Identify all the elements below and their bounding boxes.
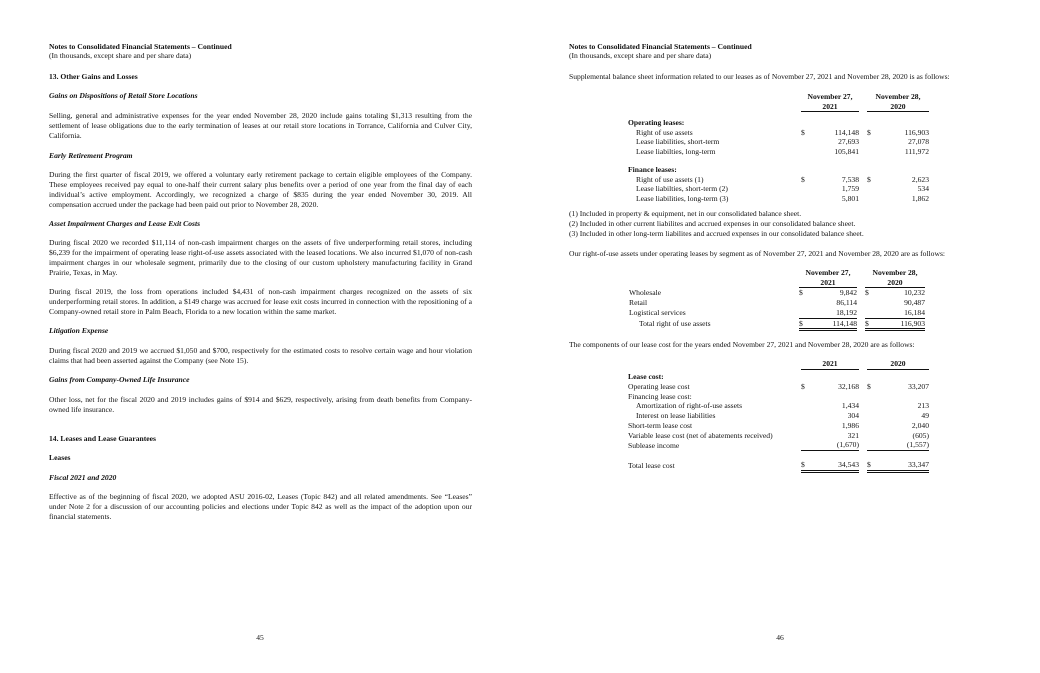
row-label: Right of use assets (1) [636,174,704,184]
table-header-row [628,102,929,112]
asset-impairment-paragraph-1: During fiscal 2020 we recorded $11,114 of non-cash impairment charges on the assets of five underperforming retail stores, including $6,239 for the impairment of operating lease right-of-use assets associated with the leased locations. We also incurred $1,070 of non-cash impairment charges in our wholesale segment, primarily due to the closing of our custom upholstery manufacturing facility in Grand Prairie, Texas, in May. [49,238,472,277]
table-row [628,137,929,147]
dollar-sign: $ [801,460,811,471]
row-label: Sublease income [628,440,680,450]
table-row [629,298,925,308]
cell-value: 534 [917,184,929,194]
page-title: Notes to Consolidated Financial Statements – Continued [569,42,752,51]
row-heading: Operating leases: [628,117,685,127]
dollar-sign: $ [867,381,871,391]
section-14-heading: 14. Leases and Lease Guarantees [49,434,156,443]
col-header: 2020 [890,359,906,368]
dollar-sign: $ [867,174,871,184]
col-header: November 28, [872,268,918,277]
row-label: Wholesale [629,288,662,298]
segment-intro: Our right-of-use assets under operating leases by segment as of November 27, 2021 and November 28, 2020 are as follows: [569,249,946,258]
cell-value: 2,623 [911,174,929,184]
cell-value: 33,207 [908,381,929,391]
col-header: 2020 [890,101,906,111]
cell-value: (1,557) [877,440,929,450]
page-subtitle: (In thousands, except share and per share data) [569,51,712,60]
table-row [628,372,929,382]
cell-value: 32,168 [838,381,859,391]
footnote-3: (3) Included in other long-term liabilites and accrued expenses in our consolidated balance sheet. [569,229,864,238]
col-header: November 27, [805,268,851,277]
row-label: Lease liabilities, long-term (3) [636,193,729,203]
cell-value: (1,670) [811,440,859,450]
page-subtitle: (In thousands, except share and per share data) [49,51,192,60]
row-heading: Lease cost: [628,372,664,382]
page-number: 46 [776,633,784,642]
table-row [628,401,929,411]
cell-value: 321 [847,430,859,440]
cell-value: 114,148 [834,127,859,137]
cell-value: 111,972 [904,147,929,157]
table-header-row [629,278,925,288]
table-row [628,128,929,138]
dollar-sign: $ [865,318,875,330]
col-header: 2020 [887,277,903,287]
cell-value: 27,693 [838,137,859,147]
table-row [628,411,929,421]
dollar-sign: $ [801,127,805,137]
section-13-heading: 13. Other Gains and Losses [49,72,138,81]
cell-value: 2,040 [911,420,929,430]
page-title: Notes to Consolidated Financial Statements – Continued [49,42,232,51]
row-label: Total right of use assets [639,319,711,329]
early-retirement-heading: Early Retirement Program [49,151,133,160]
table-row [628,147,929,157]
cell-value: 5,801 [841,193,859,203]
balance-sheet-table [628,92,929,204]
early-retirement-paragraph: During the first quarter of fiscal 2019, we offered a voluntary early retirement package to certain eligible employees of the Company. These employees received pay equal to one-half their current salary plus benefits over a period of one year from the final day of each individual’s active employment. Accordingly, we recognized a charge of $835 during the year ended November 30, 2019. All compensation accrued under the package had been paid out prior to November 28, 2020. [49,170,472,209]
cell-value: 1,986 [841,420,859,430]
page-46 [520,0,1040,673]
cell-value: 105,841 [834,147,859,157]
fiscal-heading: Fiscal 2021 and 2020 [49,473,117,482]
footnote-1: (1) Included in property & equipment, net in our consolidated balance sheet. [569,209,802,218]
row-label: Financing lease cost: [628,391,692,401]
table-row [628,165,929,175]
col-header: November 27, [807,92,853,101]
balance-sheet-intro: Supplemental balance sheet information related to our leases as of November 27, 2021 and November 28, 2020 is as follows: [569,72,950,81]
cell-value: 18,192 [809,308,857,318]
col-header: 2021 [822,101,838,111]
cell-value: 1,759 [841,184,859,194]
cell-value: 116,903 [875,318,925,330]
row-label: Total lease cost [628,461,675,471]
row-label: Lease liabilties, long-term [636,147,716,157]
dollar-sign: $ [799,288,803,298]
col-header: 2021 [822,359,838,368]
table-row [628,184,929,194]
col-header: November 28, [875,92,921,101]
table-row [628,175,929,185]
page-number: 45 [256,633,264,642]
litigation-paragraph: During fiscal 2020 and 2019 we accrued $1,050 and $700, respectively for the estimated costs to resolve certain wage and hour violation claims that had been asserted against the Company (see Note 15). [49,346,472,365]
row-label: Operating lease cost [628,381,690,391]
row-label: Interest on lease liabilities [636,411,716,421]
cell-value: 9,842 [839,288,857,298]
dollar-sign: $ [865,288,869,298]
footnote-2: (2) Included in other current liabilites and accrued expenses in our consolidated balance sheet. [569,219,856,228]
asset-impairment-heading: Asset Impairment Charges and Lease Exit Costs [49,219,201,228]
segment-table [629,268,925,331]
table-row [628,392,929,402]
cell-value: 34,543 [811,460,859,471]
cell-value: 86,114 [836,298,857,308]
litigation-heading: Litigation Expense [49,326,109,335]
table-header-row [628,92,929,102]
table-row [628,382,929,392]
cell-value: 27,078 [908,137,929,147]
table-header-row [628,359,929,369]
gains-dispositions-paragraph: Selling, general and administrative expenses for the year ended November 28, 2020 include gains totaling $1,313 resulting from the settlement of lease obligations due to the early termination of leases at our retail store locations in Torrance, California and Culver City, California. [49,111,472,140]
cell-value: 116,903 [904,127,929,137]
row-label: Retail [629,298,648,308]
row-label: Lease liabilities, short-term [636,137,720,147]
leases-heading: Leases [49,453,71,462]
dollar-sign: $ [801,381,805,391]
dollar-sign: $ [799,318,809,330]
cell-value: 114,148 [809,318,857,330]
cell-value: 304 [847,411,859,421]
asset-impairment-paragraph-2: During fiscal 2019, the loss from operations included $4,431 of non-cash impairment charges recognized on the assets of six underperforming retail stores. In addition, a $149 charge was accrued for lease exit costs incurred in connection with the repositioning of a Company-owned retail store in Palm Beach, Florida to a new location within the same market. [49,287,472,316]
row-label: Logistical services [629,308,686,318]
row-label: Short-term lease cost [628,420,693,430]
table-header-row [629,268,925,278]
fiscal-paragraph: Effective as of the beginning of fiscal 2020, we adopted ASU 2016-02, Leases (Topic 842) and all related amendments. See “Leases” under Note 2 for a discussion of our accounting policies and elections under Topic 842 as well as the impact of the adoption upon our financial statements. [49,492,472,521]
cell-value: 90,487 [904,298,925,308]
table-row [629,308,925,318]
table-row [628,194,929,204]
dollar-sign: $ [867,460,877,471]
dollar-sign: $ [867,127,871,137]
row-label: Amortization of right-of-use assets [636,401,743,411]
row-label: Variable lease cost (net of abatements received) [628,430,773,440]
lease-cost-table [628,359,929,473]
row-label: Right of use assets [636,127,693,137]
table-row [628,431,929,441]
row-label: Lease liabilties, short-term (2) [636,184,728,194]
life-insurance-paragraph: Other loss, net for the fiscal 2020 and 2019 includes gains of $914 and $629, respectively, arising from death benefits from Company-owned life insurance. [49,395,472,414]
table-total-row [629,318,925,330]
table-row [628,118,929,128]
dollar-sign: $ [801,174,805,184]
table-total-row [628,460,929,471]
life-insurance-heading: Gains from Company-Owned Life Insurance [49,375,190,384]
cell-value: 49 [921,411,929,421]
cell-value: (605) [912,430,929,440]
col-header: 2021 [820,277,836,287]
table-row [629,288,925,298]
cell-value: 16,184 [875,308,925,318]
cell-value: 10,232 [904,288,925,298]
cell-value: 33,347 [877,460,929,471]
table-row [628,440,929,450]
row-heading: Finance leases: [628,164,677,174]
lease-cost-intro: The components of our lease cost for the years ended November 27, 2021 and November 28, 2020 are as follows: [569,340,915,349]
cell-value: 7,538 [841,174,859,184]
cell-value: 213 [917,401,929,411]
gains-dispositions-heading: Gains on Dispositions of Retail Store Locations [49,91,198,100]
cell-value: 1,434 [841,401,859,411]
cell-value: 1,862 [911,193,929,203]
table-row [628,421,929,431]
